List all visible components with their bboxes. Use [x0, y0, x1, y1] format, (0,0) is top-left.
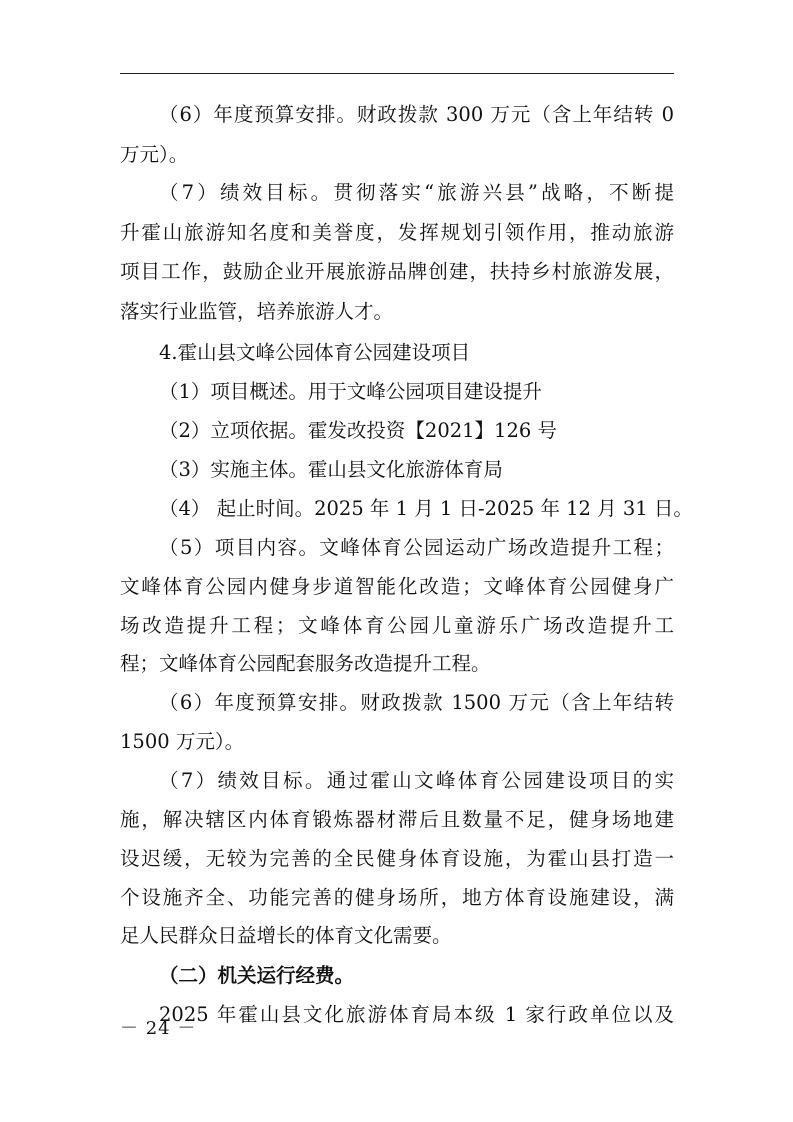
- paragraph-line: （6）年度预算安排。财政拨款 300 万元（含上年结转 0: [159, 103, 674, 126]
- paragraph-line: 项目工作，鼓励企业开展旅游品牌创建，扶持乡村旅游发展，: [120, 260, 674, 283]
- paragraph-line: 2025 年霍山县文化旅游体育局本级 1 家行政单位以及: [159, 1003, 674, 1026]
- section-heading-bold: （二）机关运行经费。: [159, 964, 355, 987]
- paragraph-line: 程；文峰体育公园配套服务改造提升工程。: [120, 652, 491, 675]
- paragraph-line: （1）项目概述。用于文峰公园项目建设提升: [159, 380, 542, 403]
- section-heading: 4.霍山县文峰公园体育公园建设项目: [159, 341, 471, 364]
- paragraph-line: （2）立项依据。霍发改投资【2021】126 号: [159, 419, 557, 442]
- paragraph-line: （7）绩效目标。贯彻落实“旅游兴县”战略，不断提: [159, 181, 674, 204]
- paragraph-line: （7）绩效目标。通过霍山文峰体育公园建设项目的实: [159, 769, 674, 792]
- paragraph-line: 设迟缓，无较为完善的全民健身体育设施，为霍山县打造一: [120, 847, 674, 870]
- paragraph-line: （4） 起止时间。2025 年 1 月 1 日-2025 年 12 月 31 日。: [159, 497, 693, 520]
- header-rule: [120, 73, 674, 74]
- page-number: － 24 －: [120, 1018, 197, 1039]
- paragraph-line: （6）年度预算安排。财政拨款 1500 万元（含上年结转: [159, 691, 674, 714]
- paragraph-line: 1500 万元）。: [120, 730, 245, 753]
- paragraph-line: 升霍山旅游知名度和美誉度，发挥规划引领作用，推动旅游: [120, 221, 674, 244]
- paragraph-line: 文峰体育公园内健身步道智能化改造；文峰体育公园健身广: [120, 575, 674, 598]
- paragraph-line: （5）项目内容。文峰体育公园运动广场改造提升工程；: [159, 536, 674, 559]
- paragraph-line: 落实行业监管，培养旅游人才。: [120, 300, 394, 323]
- paragraph-line: 万元）。: [120, 143, 189, 166]
- paragraph-line: （3）实施主体。霍山县文化旅游体育局: [159, 458, 503, 481]
- paragraph-line: 施，解决辖区内体育锻炼器材滞后且数量不足，健身场地建: [120, 808, 674, 831]
- paragraph-line: 足人民群众日益增长的体育文化需要。: [120, 924, 452, 947]
- paragraph-line: 场改造提升工程；文峰体育公园儿童游乐广场改造提升工: [120, 614, 674, 637]
- paragraph-line: 个设施齐全、功能完善的健身场所，地方体育设施建设，满: [120, 886, 674, 909]
